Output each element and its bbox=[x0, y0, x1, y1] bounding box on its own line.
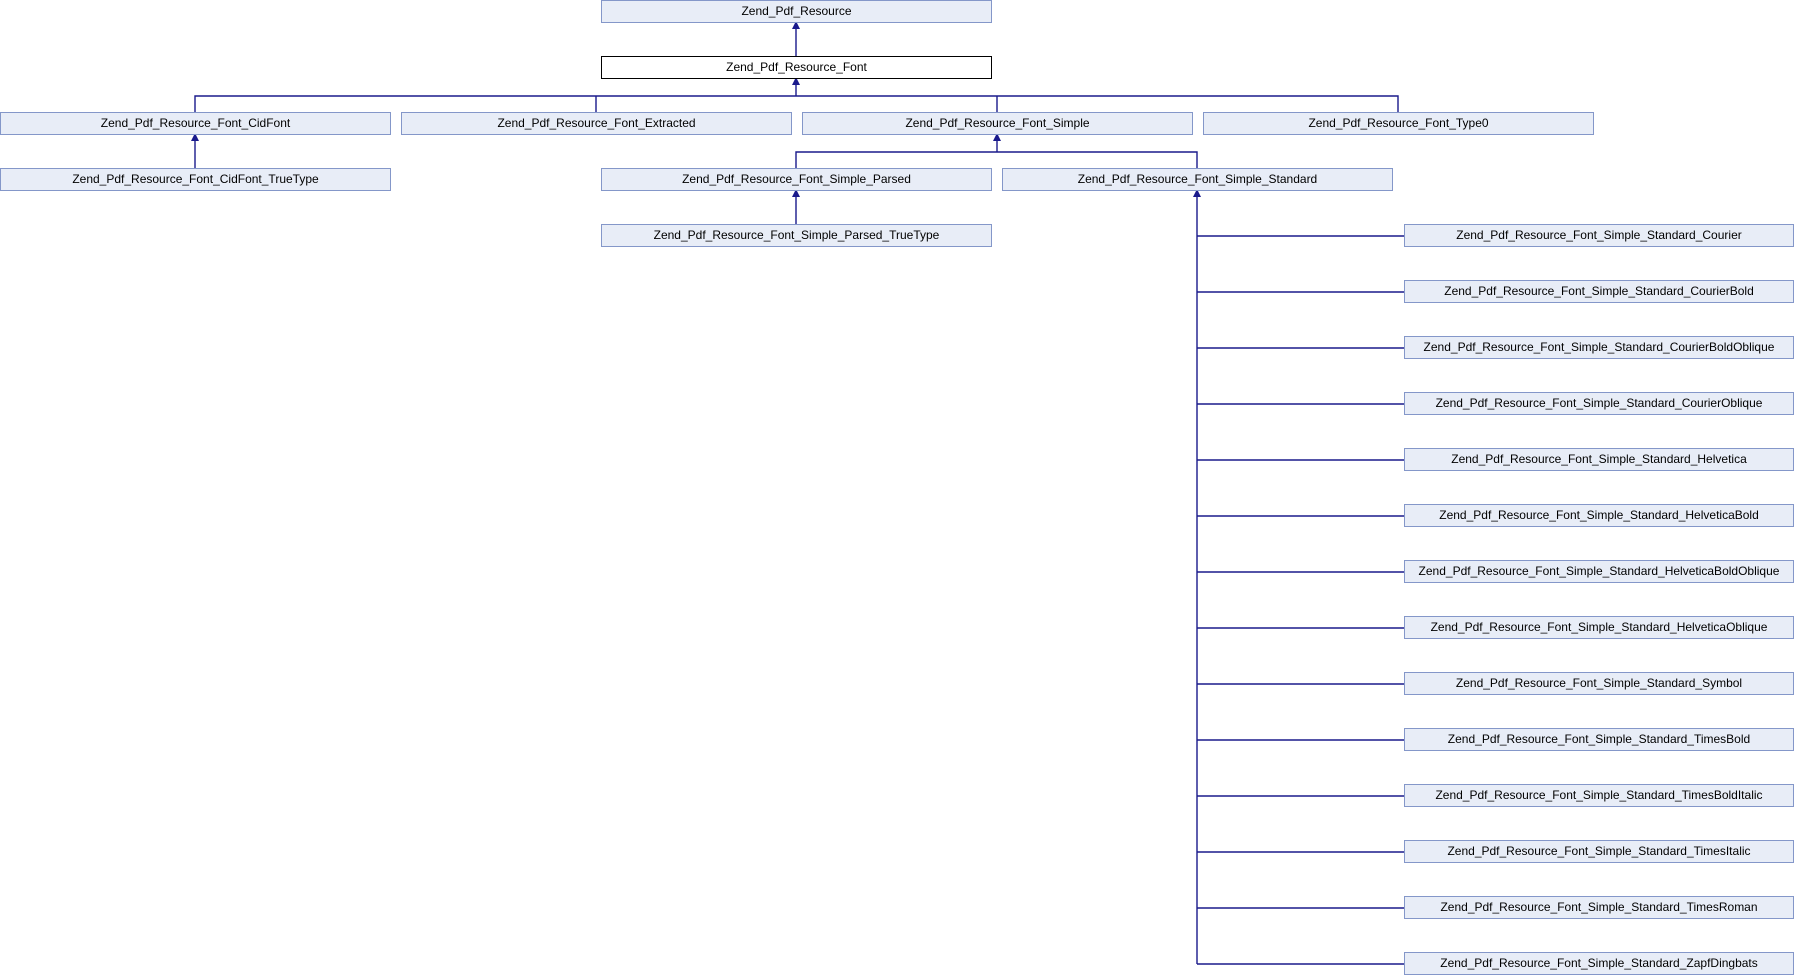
class-node-standard-helveticaoblique[interactable]: Zend_Pdf_Resource_Font_Simple_Standard_HelveticaOblique bbox=[1404, 616, 1794, 639]
edge-font-subclasses bbox=[195, 96, 1398, 112]
class-node-zend-pdf-resource-font-current: Zend_Pdf_Resource_Font bbox=[601, 56, 992, 79]
class-node-font-simple-parsed-truetype[interactable]: Zend_Pdf_Resource_Font_Simple_Parsed_TrueType bbox=[601, 224, 992, 247]
class-node-standard-symbol[interactable]: Zend_Pdf_Resource_Font_Simple_Standard_Symbol bbox=[1404, 672, 1794, 695]
class-node-standard-courieroblique[interactable]: Zend_Pdf_Resource_Font_Simple_Standard_CourierOblique bbox=[1404, 392, 1794, 415]
class-node-standard-courierbold[interactable]: Zend_Pdf_Resource_Font_Simple_Standard_CourierBold bbox=[1404, 280, 1794, 303]
class-node-zend-pdf-resource[interactable]: Zend_Pdf_Resource bbox=[601, 0, 992, 23]
class-node-standard-helveticabold[interactable]: Zend_Pdf_Resource_Font_Simple_Standard_HelveticaBold bbox=[1404, 504, 1794, 527]
class-node-standard-courierboldoblique[interactable]: Zend_Pdf_Resource_Font_Simple_Standard_CourierBoldOblique bbox=[1404, 336, 1794, 359]
class-node-standard-timesbold[interactable]: Zend_Pdf_Resource_Font_Simple_Standard_TimesBold bbox=[1404, 728, 1794, 751]
class-node-standard-helveticaboldoblique[interactable]: Zend_Pdf_Resource_Font_Simple_Standard_HelveticaBoldOblique bbox=[1404, 560, 1794, 583]
class-node-font-simple-parsed[interactable]: Zend_Pdf_Resource_Font_Simple_Parsed bbox=[601, 168, 992, 191]
class-node-standard-timesroman[interactable]: Zend_Pdf_Resource_Font_Simple_Standard_TimesRoman bbox=[1404, 896, 1794, 919]
edge-simple-subclasses bbox=[796, 152, 1197, 168]
class-node-font-cidfont[interactable]: Zend_Pdf_Resource_Font_CidFont bbox=[0, 112, 391, 135]
class-node-standard-zapfdingbats[interactable]: Zend_Pdf_Resource_Font_Simple_Standard_ZapfDingbats bbox=[1404, 952, 1794, 975]
class-node-font-extracted[interactable]: Zend_Pdf_Resource_Font_Extracted bbox=[401, 112, 792, 135]
class-node-font-simple[interactable]: Zend_Pdf_Resource_Font_Simple bbox=[802, 112, 1193, 135]
class-node-font-type0[interactable]: Zend_Pdf_Resource_Font_Type0 bbox=[1203, 112, 1594, 135]
edge-standard-branches bbox=[1197, 236, 1404, 964]
class-node-standard-courier[interactable]: Zend_Pdf_Resource_Font_Simple_Standard_Courier bbox=[1404, 224, 1794, 247]
class-node-font-cidfont-truetype[interactable]: Zend_Pdf_Resource_Font_CidFont_TrueType bbox=[0, 168, 391, 191]
class-node-standard-timesbolditalic[interactable]: Zend_Pdf_Resource_Font_Simple_Standard_TimesBoldItalic bbox=[1404, 784, 1794, 807]
class-node-font-simple-standard[interactable]: Zend_Pdf_Resource_Font_Simple_Standard bbox=[1002, 168, 1393, 191]
class-node-standard-helvetica[interactable]: Zend_Pdf_Resource_Font_Simple_Standard_Helvetica bbox=[1404, 448, 1794, 471]
class-node-standard-timesitalic[interactable]: Zend_Pdf_Resource_Font_Simple_Standard_TimesItalic bbox=[1404, 840, 1794, 863]
